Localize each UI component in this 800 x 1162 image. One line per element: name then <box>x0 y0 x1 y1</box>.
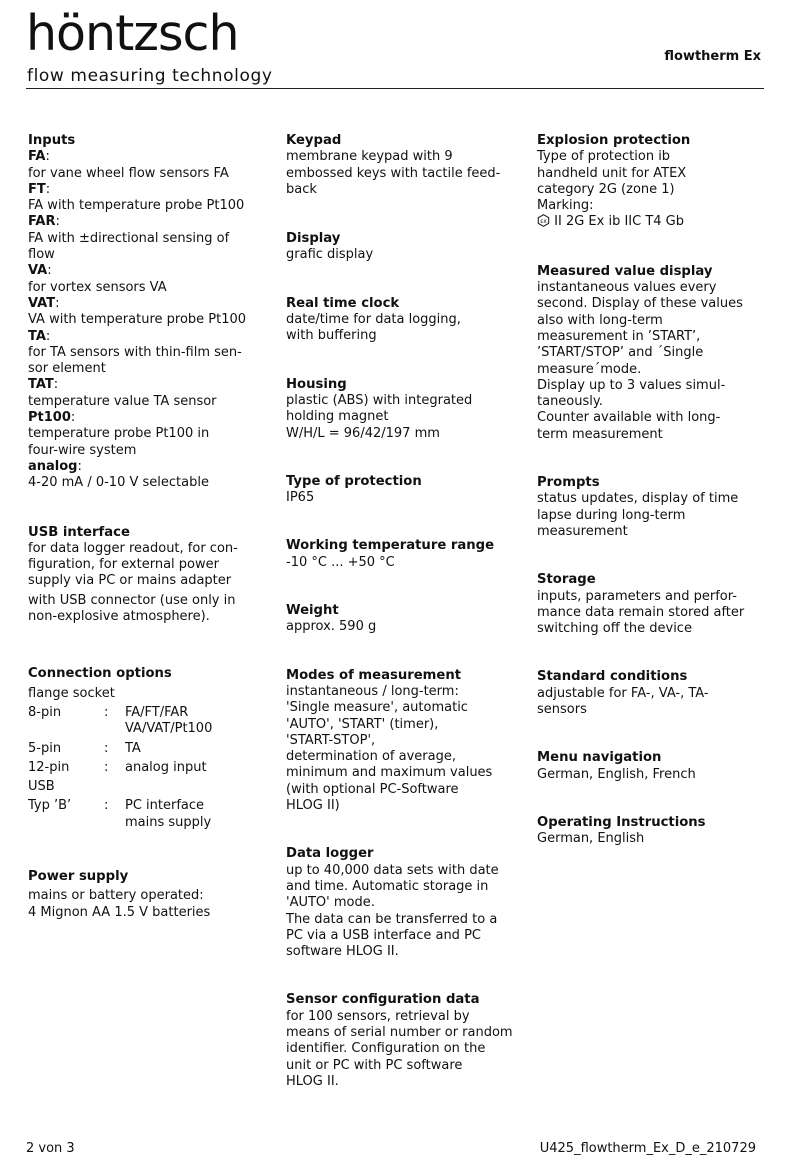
text-line: switching off the device <box>537 621 692 637</box>
connection-separator <box>104 721 125 737</box>
text-line: supply via PC or mains adapter <box>28 573 232 589</box>
text-line: software HLOG II. <box>286 944 399 960</box>
section-housing <box>286 377 531 442</box>
brand-logo: höntzsch <box>26 5 239 62</box>
section-title: Menu navigation <box>537 750 662 766</box>
connection-type <box>28 721 104 737</box>
connection-separator: : <box>104 740 109 756</box>
section-title: Real time clock <box>286 295 400 311</box>
input-description: VA with temperature probe Pt100 <box>28 312 247 328</box>
header-divider <box>26 88 764 89</box>
text-line: identifier. Configuration on the <box>286 1041 486 1057</box>
input-label-line <box>28 410 278 426</box>
input-description: four-wire system <box>28 442 137 458</box>
text-line: 'AUTO', 'START' (timer), <box>286 716 439 732</box>
section-title: Power supply <box>28 868 129 884</box>
column-1 <box>28 133 278 921</box>
text-line: measurement in ’START’, <box>537 328 701 344</box>
text-line: ’START/STOP’ and ´Single <box>537 345 704 361</box>
section-connection-options <box>28 666 278 831</box>
connection-type: 5-pin <box>28 740 62 756</box>
connection-type: 8-pin <box>28 704 62 720</box>
section-title: Standard conditions <box>537 669 688 685</box>
input-item <box>28 214 278 263</box>
section-display <box>286 231 531 264</box>
section-usb-interface <box>28 525 278 626</box>
section-title: Measured value display <box>537 263 713 279</box>
text-line: with USB connector (use only in <box>28 592 236 608</box>
text-line: Display up to 3 values simul- <box>537 377 726 393</box>
section-title: Keypad <box>286 133 342 148</box>
text-line: inputs, parameters and perfor- <box>537 588 737 604</box>
text-line: 'START-STOP', <box>286 732 376 748</box>
input-label-colon: : <box>45 149 50 165</box>
section-title: USB interface <box>28 524 130 540</box>
section-measured-value-display <box>537 264 772 443</box>
text-line: 4 Mignon AA 1.5 V batteries <box>28 904 211 920</box>
ex-hexagon-icon <box>537 214 550 227</box>
text-line: and time. Automatic storage in <box>286 878 489 894</box>
text-line: also with long-term <box>537 312 663 328</box>
section-working-temperature <box>286 538 531 571</box>
input-label-colon: : <box>45 181 51 197</box>
text-line: mains or battery operated: <box>28 888 204 904</box>
connection-type <box>28 815 104 831</box>
section-title: Operating Instructions <box>537 814 706 830</box>
connection-separator <box>104 815 125 831</box>
text-line: (with optional PC-Software <box>286 781 459 797</box>
section-title: Sensor configuration data <box>286 992 480 1008</box>
text-line: sensors <box>537 702 587 718</box>
text-line: lapse during long-term <box>537 507 686 523</box>
connection-value: VA/VAT/Pt100 <box>125 721 213 737</box>
text-line: Marking: <box>537 198 594 214</box>
input-description: flow <box>28 247 55 263</box>
section-real-time-clock <box>286 296 531 345</box>
text-line: unit or PC with PC software <box>286 1057 463 1073</box>
text-line: membrane keypad with 9 <box>286 149 453 165</box>
text-line: for 100 sensors, retrieval by <box>286 1008 470 1024</box>
input-label-line <box>28 459 278 475</box>
connection-row <box>28 798 278 814</box>
input-description: sor element <box>28 361 106 377</box>
text-line: back <box>286 181 317 197</box>
text-line: approx. 590 g <box>286 619 377 635</box>
input-description: 4-20 mA / 0-10 V selectable <box>28 475 209 491</box>
section-modes-of-measurement <box>286 668 531 815</box>
connection-row <box>28 779 278 795</box>
section-operating-instructions <box>537 815 772 848</box>
text-line: HLOG II. <box>286 1073 339 1089</box>
section-menu-navigation <box>537 750 772 783</box>
text-line: IP65 <box>286 490 315 506</box>
input-label-line <box>28 263 278 279</box>
input-description: FA with ±directional sensing of <box>28 230 230 246</box>
input-description: temperature probe Pt100 in <box>28 426 210 442</box>
text-line: means of serial number or random <box>286 1024 513 1040</box>
text-line: Counter available with long- <box>537 410 721 426</box>
section-title: Prompts <box>537 475 600 491</box>
input-label-colon: : <box>55 295 60 311</box>
text-line: measure´mode. <box>537 361 642 377</box>
input-label-line <box>28 377 278 393</box>
input-label-colon: : <box>70 410 76 426</box>
connection-row <box>28 705 278 721</box>
input-item <box>28 296 278 329</box>
text-line: embossed keys with tactile feed- <box>286 165 501 181</box>
input-description: FA with temperature probe Pt100 <box>28 198 245 214</box>
connection-row <box>28 815 278 831</box>
input-label: FA <box>28 149 46 165</box>
connection-type: 12-pin <box>28 759 70 775</box>
input-label-colon: : <box>77 458 82 474</box>
section-power-supply <box>28 869 278 921</box>
text-line: minimum and maximum values <box>286 765 493 781</box>
text-line: mance data remain stored after <box>537 604 745 620</box>
section-keypad <box>286 133 531 198</box>
text-line: 'AUTO' mode. <box>286 895 375 911</box>
text-line: HLOG II) <box>286 798 340 814</box>
ex-marking-text: II 2G Ex ib IIC T4 Gb <box>554 214 685 230</box>
section-title: Storage <box>537 572 596 588</box>
section-explosion-protection <box>537 133 772 231</box>
connection-value: TA <box>125 740 141 756</box>
text-line: flange socket <box>28 685 115 701</box>
section-title: Connection options <box>28 666 172 682</box>
section-title: Explosion protection <box>537 133 691 148</box>
connection-value: PC interface <box>125 798 205 814</box>
text-line: Type of protection ib <box>537 149 671 165</box>
text-line: second. Display of these values <box>537 296 743 312</box>
section-title: Inputs <box>28 133 76 148</box>
ex-marking-line <box>537 214 772 230</box>
text-line: adjustable for FA-, VA-, TA- <box>537 685 709 701</box>
text-line: taneously. <box>537 394 603 410</box>
input-label: analog <box>28 458 78 474</box>
document-id: U425_flowtherm_Ex_D_e_210729 <box>539 1141 756 1156</box>
input-label: Pt100 <box>28 410 71 426</box>
text-line: status updates, display of time <box>537 491 739 507</box>
connection-separator <box>104 779 125 795</box>
input-item <box>28 329 278 378</box>
connection-row <box>28 760 278 776</box>
input-item <box>28 149 278 182</box>
input-item <box>28 263 278 296</box>
connection-value: FA/FT/FAR <box>125 704 189 720</box>
text-line: up to 40,000 data sets with date <box>286 862 499 878</box>
page-header <box>0 0 800 95</box>
input-description: temperature value TA sensor <box>28 393 217 409</box>
connection-value: mains supply <box>125 814 212 830</box>
text-line: W/H/L = 96/42/197 mm <box>286 425 440 441</box>
text-line: German, English <box>537 831 645 847</box>
column-3 <box>537 133 772 848</box>
text-line: instantaneous values every <box>537 280 717 296</box>
text-line: German, English, French <box>537 766 696 782</box>
text-line: non-explosive atmosphere). <box>28 609 210 625</box>
page-number: 2 von 3 <box>26 1141 75 1156</box>
input-label: VA <box>28 263 48 279</box>
input-label: TA <box>28 328 46 344</box>
input-label-line <box>28 149 278 165</box>
section-data-logger <box>286 846 531 960</box>
connection-separator: : <box>104 759 109 775</box>
input-label: FT <box>28 181 46 197</box>
connection-row <box>28 721 278 737</box>
product-name: flowtherm Ex <box>664 49 761 64</box>
connection-table <box>28 705 278 831</box>
section-storage <box>537 572 772 637</box>
section-title: Display <box>286 231 341 247</box>
text-line: PC via a USB interface and PC <box>286 927 481 943</box>
input-description: for TA sensors with thin-film sen- <box>28 344 242 360</box>
column-2 <box>286 133 531 1090</box>
brand-tagline: flow measuring technology <box>27 66 273 86</box>
text-line: term measurement <box>537 426 663 442</box>
section-inputs <box>28 133 278 492</box>
text-line: holding magnet <box>286 409 389 425</box>
text-line: measurement <box>537 523 628 539</box>
input-label-colon: : <box>55 214 60 230</box>
section-prompts <box>537 475 772 540</box>
connection-type: Typ ’B’ <box>28 798 72 814</box>
input-item <box>28 377 278 410</box>
text-line: -10 °C ... +50 °C <box>286 554 395 570</box>
input-label-colon: : <box>45 328 51 344</box>
section-title: Weight <box>286 603 339 619</box>
section-standard-conditions <box>537 669 772 718</box>
connection-separator: : <box>104 704 109 720</box>
input-label-line <box>28 296 278 312</box>
section-type-of-protection <box>286 474 531 507</box>
connection-value: analog input <box>125 759 207 775</box>
input-label-colon: : <box>53 377 59 393</box>
connection-type: USB <box>28 779 55 795</box>
connection-separator: : <box>104 798 109 814</box>
text-line: grafic display <box>286 247 374 263</box>
text-line: with buffering <box>286 328 377 344</box>
input-label-line <box>28 214 278 230</box>
input-label-line <box>28 329 278 345</box>
input-item <box>28 459 278 492</box>
input-label: FAR <box>28 214 56 230</box>
section-weight <box>286 603 531 636</box>
input-label-colon: : <box>47 263 52 279</box>
text-line: The data can be transferred to a <box>286 911 498 927</box>
text-line: instantaneous / long-term: <box>286 683 459 699</box>
text-line: date/time for data logging, <box>286 312 461 328</box>
section-sensor-configuration <box>286 992 531 1090</box>
text-line: handheld unit for ATEX <box>537 165 687 181</box>
input-label: TAT <box>28 377 54 393</box>
text-line: 'Single measure', automatic <box>286 700 468 716</box>
text-line: category 2G (zone 1) <box>537 181 675 197</box>
section-title: Working temperature range <box>286 538 495 554</box>
svg-text:εx: εx <box>540 219 547 226</box>
section-title: Housing <box>286 376 347 392</box>
section-title: Data logger <box>286 846 374 862</box>
text-line: for data logger readout, for con- <box>28 540 238 556</box>
section-title: Type of protection <box>286 473 422 489</box>
text-line: determination of average, <box>286 749 456 765</box>
input-label-line <box>28 182 278 198</box>
input-description: for vortex sensors VA <box>28 279 167 295</box>
input-description: for vane wheel flow sensors FA <box>28 165 229 181</box>
section-title: Modes of measurement <box>286 667 462 683</box>
input-label: VAT <box>28 295 56 311</box>
inputs-list <box>28 149 278 491</box>
text-line: plastic (ABS) with integrated <box>286 392 473 408</box>
connection-row <box>28 741 278 757</box>
text-line: figuration, for external power <box>28 557 219 573</box>
input-item <box>28 182 278 215</box>
input-item <box>28 410 278 459</box>
